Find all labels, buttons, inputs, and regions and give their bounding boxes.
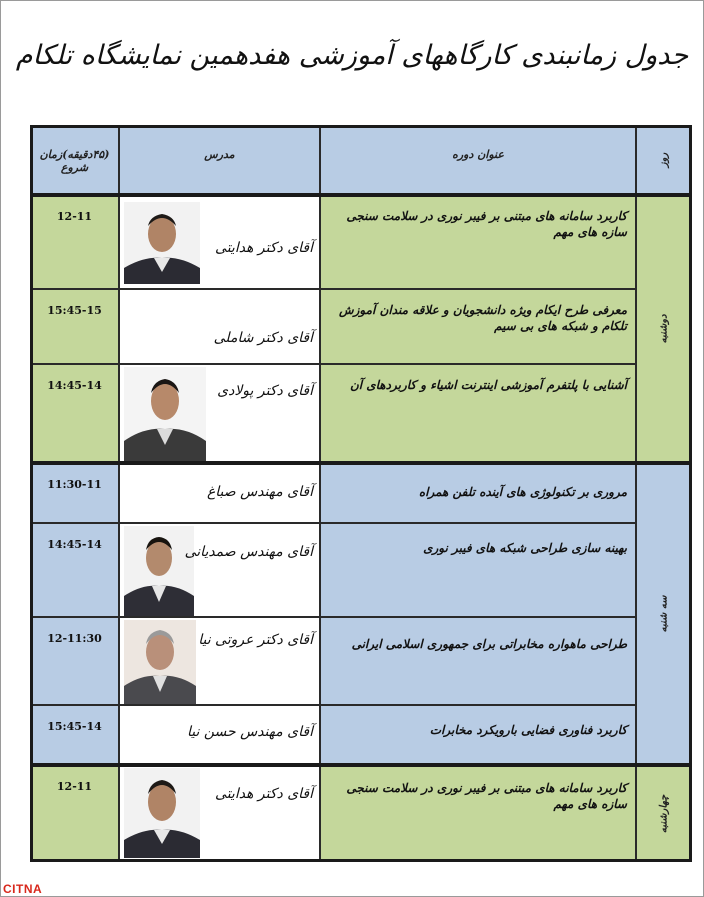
course-cell: کاربرد سامانه های مبتنی بر فیبر نوری در سلامت سنجی سازه های مهم xyxy=(320,765,636,862)
teacher-name: آقای دکتر عروتی نیا xyxy=(198,632,313,648)
day-label: سه شنبه xyxy=(658,595,670,633)
header-day xyxy=(636,125,692,195)
time-cell: 12-11:30 xyxy=(30,617,119,705)
time-cell: 14:45-14 xyxy=(30,364,119,463)
teacher-photo xyxy=(124,620,196,704)
course-cell: طراحی ماهواره مخابراتی برای جمهوری اسلامی ایرانی xyxy=(320,617,636,705)
schedule-table xyxy=(30,125,692,862)
course-cell: کاربرد فناوری فضایی بارویکرد مخابرات xyxy=(320,705,636,765)
teacher-name: آقای دکتر هدایتی xyxy=(215,240,313,256)
teacher-cell xyxy=(119,463,320,523)
teacher-photo xyxy=(124,367,206,461)
course-cell: آشنایی با پلتفرم آموزشی اینترنت اشیاء و کاربردهای آن xyxy=(320,364,636,463)
day-label: دوشنبه xyxy=(658,314,670,344)
teacher-cell xyxy=(119,617,320,705)
day-divider xyxy=(30,461,692,465)
teacher-photo xyxy=(124,526,194,616)
header-teacher: مدرس xyxy=(119,125,320,195)
teacher-photo xyxy=(124,768,200,858)
header-divider xyxy=(30,193,692,197)
course-cell: معرفی طرح ایکام ویژه دانشجویان و علاقه مندان آموزش تلکام و شبکه های بی سیم xyxy=(320,289,636,364)
teacher-cell xyxy=(119,289,320,364)
course-cell: کاربرد سامانه های مبتنی بر فیبر نوری در سلامت سنجی سازه های مهم xyxy=(320,195,636,289)
teacher-name: آقای دکتر پولادی xyxy=(217,383,313,399)
brand-logo: CITNA xyxy=(3,882,43,896)
day-cell-2 xyxy=(636,463,692,765)
time-cell: 11:30-11 xyxy=(30,463,119,523)
teacher-cell xyxy=(119,765,320,862)
teacher-cell xyxy=(119,195,320,289)
time-cell: 14:45-14 xyxy=(30,523,119,617)
teacher-name: آقای مهندس حسن نیا xyxy=(187,724,313,740)
day-cell-1 xyxy=(636,195,692,463)
time-cell: 12-11 xyxy=(30,195,119,289)
header-day-label: روز xyxy=(658,152,670,168)
day-cell-3 xyxy=(636,765,692,862)
teacher-name: آقای دکتر هدایتی xyxy=(215,786,313,802)
teacher-name: آقای دکتر شاملی xyxy=(213,330,313,346)
course-cell: بهینه سازی طراحی شبکه های فیبر نوری xyxy=(320,523,636,617)
teacher-cell xyxy=(119,523,320,617)
teacher-cell xyxy=(119,364,320,463)
teacher-name: آقای مهندس صمدیانی xyxy=(184,544,313,560)
teacher-photo xyxy=(124,202,200,284)
header-time: (۴۵دقیقه)زمان شروع xyxy=(30,125,119,195)
day-divider xyxy=(30,763,692,767)
header-course: عنوان دوره xyxy=(320,125,636,195)
time-cell: 15:45-14 xyxy=(30,705,119,765)
teacher-cell xyxy=(119,705,320,765)
course-cell: مروری بر تکنولوژی های آینده تلفن همراه xyxy=(320,463,636,523)
teacher-name: آقای مهندس صباغ xyxy=(206,484,313,500)
time-cell: 15:45-15 xyxy=(30,289,119,364)
page-title: جدول زمانبندی کارگاههای آموزشی هفدهمین نمایشگاه تلکام xyxy=(15,40,689,71)
time-cell: 12-11 xyxy=(30,765,119,862)
day-label: چهارشنبه xyxy=(658,794,670,833)
